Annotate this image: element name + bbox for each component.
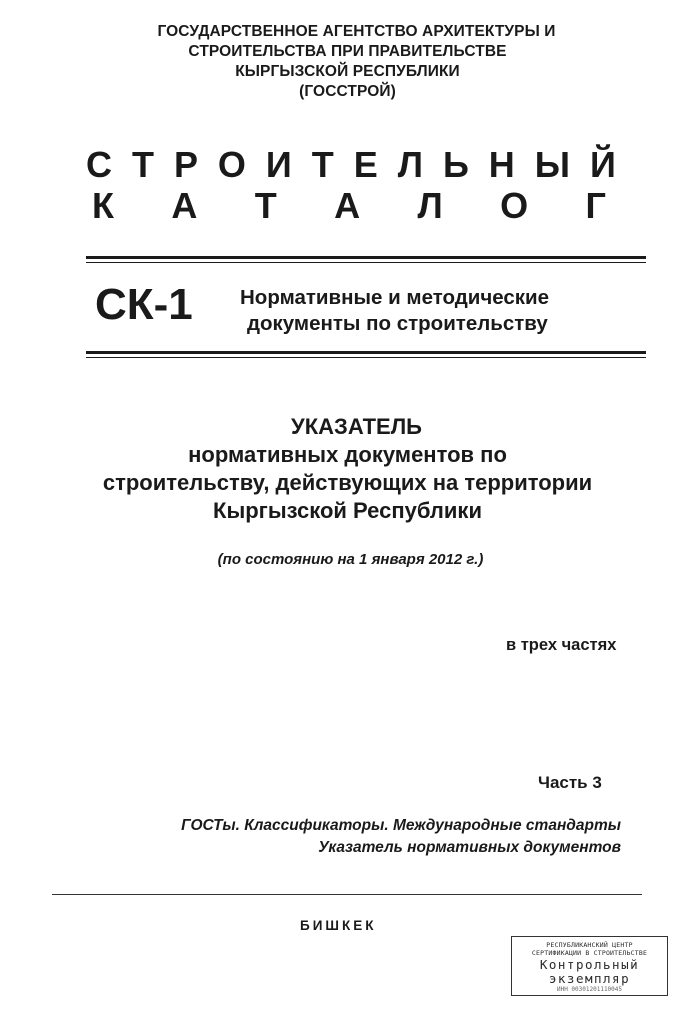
state-note: (по состоянию на 1 января 2012 г.) (217, 551, 484, 568)
title-letter: Т (311, 144, 334, 185)
part-number: Часть 3 (538, 773, 602, 792)
title-letter: Р (173, 144, 198, 185)
title-word-2 (92, 186, 606, 226)
heading-line-1: УКАЗАТЕЛЬ (291, 414, 422, 439)
title-letter: И (265, 144, 292, 185)
title-letter: К (92, 185, 114, 226)
title-letter: О (217, 144, 246, 185)
catalog-desc-line-2: документы по строительству (247, 312, 548, 335)
title-letter: Й (589, 144, 616, 185)
stamp-line-3: Контрольный (539, 957, 640, 972)
mid-rule-thin (86, 357, 646, 358)
subjects-line-1: ГОСТы. Классификаторы. Международные стандарты (181, 817, 621, 834)
catalog-description (240, 285, 640, 337)
subjects-line-2: Указатель нормативных документов (318, 839, 621, 856)
title-letter: Л (417, 185, 443, 226)
bottom-rule (52, 894, 642, 895)
title-letter: Г (585, 185, 606, 226)
title-letter: Т (254, 185, 277, 226)
agency-line-1: ГОСУДАРСТВЕННОЕ АГЕНТСТВО АРХИТЕКТУРЫ И (157, 23, 556, 40)
title-letter: А (171, 185, 198, 226)
title-letter: Л (397, 144, 423, 185)
stamp-line-4: экземпляр (548, 971, 631, 986)
title-letter: Т (131, 144, 154, 185)
part-subjects (181, 815, 621, 859)
title-letter: С (86, 144, 112, 185)
heading-line-2: нормативных документов по (188, 442, 507, 467)
catalog-code: СК-1 (95, 280, 193, 329)
title-word-1 (86, 145, 616, 185)
agency-line-3: КЫРГЫЗСКОЙ РЕСПУБЛИКИ (235, 63, 460, 80)
control-copy-stamp (511, 936, 668, 996)
agency-header (0, 22, 695, 102)
mid-rule-thick (86, 351, 646, 354)
title-letter: Н (488, 144, 515, 185)
city-name: БИШКЕК (300, 918, 377, 933)
stamp-line-1: РЕСПУБЛИКАНСКИЙ ЦЕНТР (546, 941, 633, 949)
heading-line-3: строительству, действующих на территории (102, 470, 593, 495)
heading-line-4: Кыргызской Республики (213, 498, 482, 523)
parts-note: в трех частях (506, 636, 617, 654)
top-rule-thin (86, 262, 646, 263)
title-letter: Ы (534, 144, 570, 185)
agency-line-2: СТРОИТЕЛЬСТВА ПРИ ПРАВИТЕЛЬСТВЕ (188, 43, 507, 60)
top-rule-thick (86, 256, 646, 259)
catalog-desc-line-1: Нормативные и методические (240, 286, 550, 309)
stamp-line-2: СЕРТИФИКАЦИИ В СТРОИТЕЛЬСТВЕ (531, 949, 648, 957)
agency-line-4: (ГОССТРОЙ) (299, 83, 396, 100)
stamp-line-5: ИНН 00301201110045 (556, 986, 623, 993)
title-letter: О (500, 185, 529, 226)
document-heading (0, 413, 695, 525)
title-letter: Е (353, 144, 378, 185)
title-letter: А (334, 185, 361, 226)
title-letter: Ь (442, 144, 469, 185)
